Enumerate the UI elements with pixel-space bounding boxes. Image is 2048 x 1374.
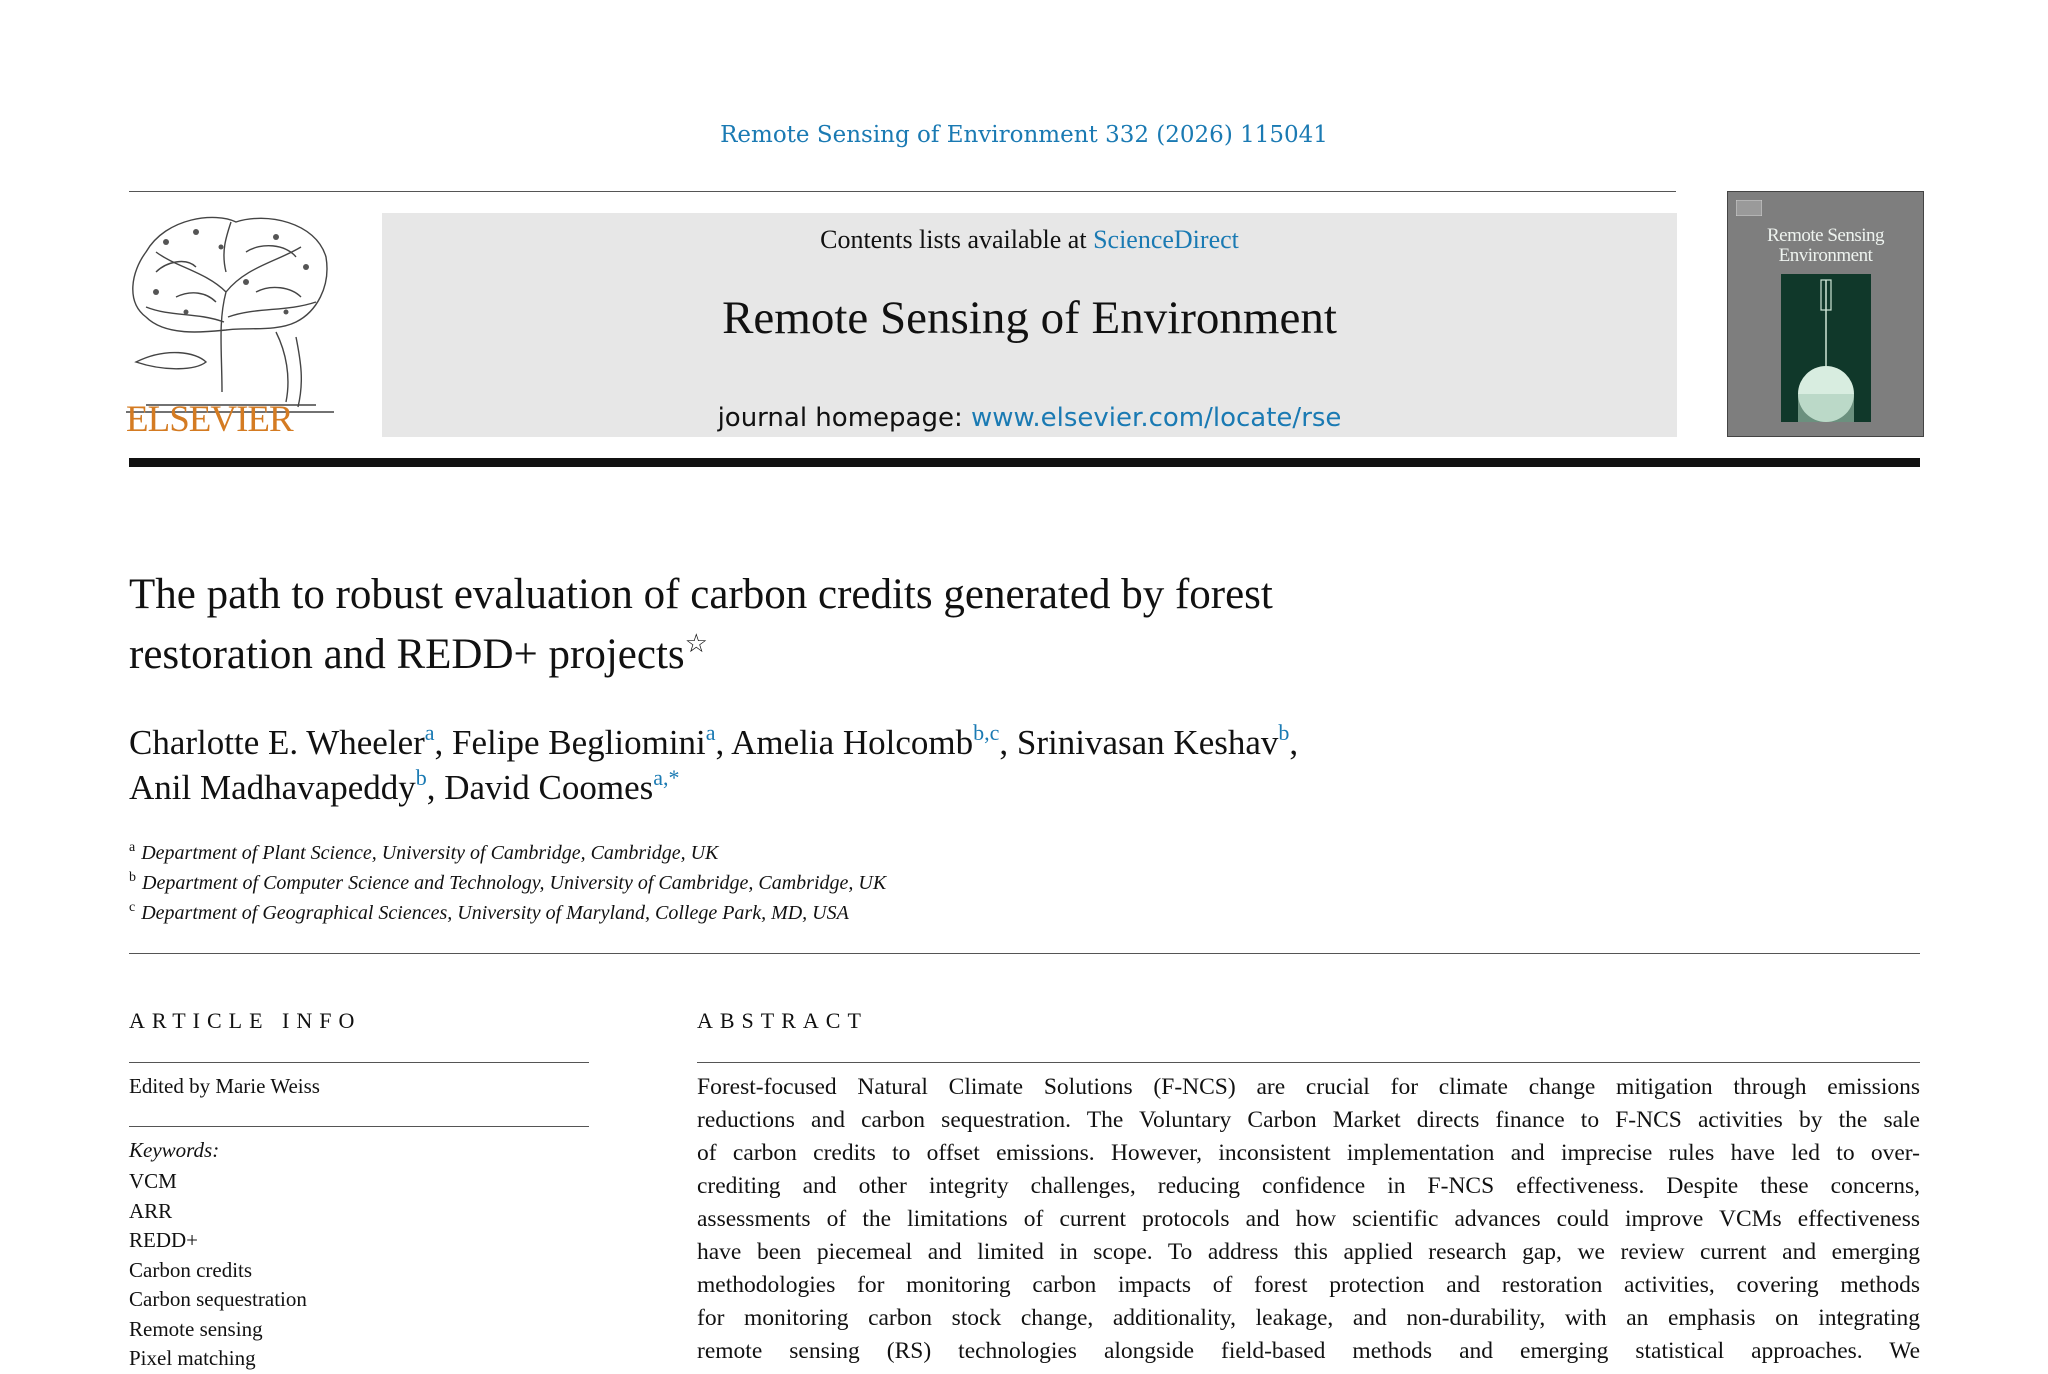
author-affiliation-link[interactable]: b xyxy=(415,765,427,790)
keyword-list xyxy=(129,1167,307,1374)
author-name[interactable]: Felipe Begliomini xyxy=(452,723,706,762)
author-separator: , xyxy=(434,723,453,762)
affiliation xyxy=(129,902,849,925)
cover-title-line1: Remote Sensing xyxy=(1766,225,1885,246)
author-line-2 xyxy=(129,765,1729,810)
keyword: Carbon credits xyxy=(129,1257,253,1282)
author-name[interactable]: David Coomes xyxy=(444,768,654,807)
author-affiliation-link[interactable]: b,c xyxy=(973,720,1000,745)
abstract-line: have been piecemeal and limited in scope. To address this applied research gap, we review current and emerging xyxy=(697,1239,1920,1265)
affiliation-key: b xyxy=(129,870,136,885)
journal-homepage-link[interactable]: www.elsevier.com/locate/rse xyxy=(970,403,1342,433)
affiliation xyxy=(129,842,718,865)
abstract-line: for monitoring carbon stock change, additionality, leakage, and non-durability, with an emphasis on integrating xyxy=(697,1305,1920,1331)
keywords-label: Keywords: xyxy=(129,1138,220,1162)
title-line-1: The path to robust evaluation of carbon credits generated by forest xyxy=(129,571,1273,618)
contents-prefix: Contents lists available at xyxy=(820,225,1094,254)
cover-artwork-icon xyxy=(1781,274,1871,422)
abstract-line: remote sensing (RS) technologies alongside field-based methods and emerging statistical approaches. We xyxy=(697,1338,1920,1364)
author-list xyxy=(129,720,1729,810)
keyword: Remote sensing xyxy=(129,1316,263,1341)
author-affiliation-link[interactable]: a xyxy=(424,720,435,745)
title-line-2-text: restoration and REDD+ projects xyxy=(129,631,685,678)
keyword: REDD+ xyxy=(129,1228,199,1252)
article-info-divider xyxy=(129,1062,589,1063)
author-affiliation-link[interactable]: b xyxy=(1278,720,1290,745)
edited-by: Edited by Marie Weiss xyxy=(129,1074,320,1098)
keyword: ARR xyxy=(129,1198,173,1223)
author-affiliation-link[interactable]: a xyxy=(705,720,716,745)
abstract-line: crediting and other integrity challenges, reducing confidence in F-NCS effectiveness. Despite these concerns, xyxy=(697,1173,1920,1199)
keyword: Pixel matching xyxy=(129,1346,256,1370)
article-info-heading: ARTICLE INFO xyxy=(129,1008,362,1033)
abstract-divider xyxy=(697,1062,1920,1063)
homepage-prefix: journal homepage: xyxy=(717,403,971,433)
abstract-line: reductions and carbon sequestration. The Voluntary Carbon Market directs finance to F-NCS activities by the sale xyxy=(697,1107,1920,1133)
contents-line xyxy=(382,225,1677,255)
author-separator: , xyxy=(999,723,1017,762)
abstract-heading: ABSTRACT xyxy=(697,1008,868,1033)
cover-title xyxy=(1728,226,1923,266)
article-info-divider xyxy=(129,1126,589,1127)
keyword: VCM xyxy=(129,1169,177,1193)
cover-title-line2: Environment xyxy=(1778,245,1873,266)
abstract-line: methodologies for monitoring carbon impacts of forest protection and restoration activities, covering methods xyxy=(697,1272,1920,1298)
affiliations-divider xyxy=(129,953,1920,954)
journal-citation-link[interactable]: Remote Sensing of Environment 332 (2026) 115041 xyxy=(720,122,1328,148)
abstract-line: of carbon credits to offset emissions. However, inconsistent implementation and imprecise rules have led to over- xyxy=(697,1140,1920,1166)
affiliation-text: Department of Computer Science and Technology, University of Cambridge, Cambridge, UK xyxy=(142,872,887,894)
abstract-line: assessments of the limitations of current protocols and how scientific advances could improve VCMs effectiveness xyxy=(697,1206,1920,1232)
cover-publisher-mark-icon xyxy=(1736,200,1762,216)
affiliation-key: c xyxy=(129,900,136,915)
author-line-1 xyxy=(129,720,1729,765)
author-name[interactable]: Srinivasan Keshav xyxy=(1016,723,1279,762)
title-line-2 xyxy=(129,625,1629,685)
affiliation xyxy=(129,872,886,895)
author-name[interactable]: Anil Madhavapeddy xyxy=(129,768,416,807)
author-name[interactable]: Amelia Holcomb xyxy=(731,723,974,762)
homepage-line xyxy=(382,403,1677,433)
affiliation-text: Department of Plant Science, University of Cambridge, Cambridge, UK xyxy=(141,842,719,864)
author-separator: , xyxy=(1289,723,1299,762)
journal-cover-thumbnail[interactable] xyxy=(1727,191,1924,437)
affiliation-key: a xyxy=(129,840,136,855)
journal-banner xyxy=(382,213,1677,437)
article-title xyxy=(129,565,1629,685)
sciencedirect-link[interactable]: ScienceDirect xyxy=(1093,225,1239,254)
affiliation-text: Department of Geographical Sciences, University of Maryland, College Park, MD, USA xyxy=(141,902,849,924)
author-name[interactable]: Charlotte E. Wheeler xyxy=(129,723,425,762)
elsevier-wordmark: ELSEVIER xyxy=(126,399,293,440)
author-separator: , xyxy=(715,723,732,762)
abstract-body xyxy=(697,1071,1920,1368)
abstract-line: Forest-focused Natural Climate Solutions (F-NCS) are crucial for climate change mitigation through emissions xyxy=(697,1074,1920,1100)
author-separator: , xyxy=(426,768,445,807)
keyword: Carbon sequestration xyxy=(129,1287,307,1311)
author-affiliation-link[interactable]: a,* xyxy=(653,765,680,790)
top-divider xyxy=(129,191,1676,192)
title-footnote-star-link[interactable]: ☆ xyxy=(684,629,708,658)
header-thick-divider xyxy=(129,458,1920,467)
journal-name: Remote Sensing of Environment xyxy=(722,292,1337,344)
